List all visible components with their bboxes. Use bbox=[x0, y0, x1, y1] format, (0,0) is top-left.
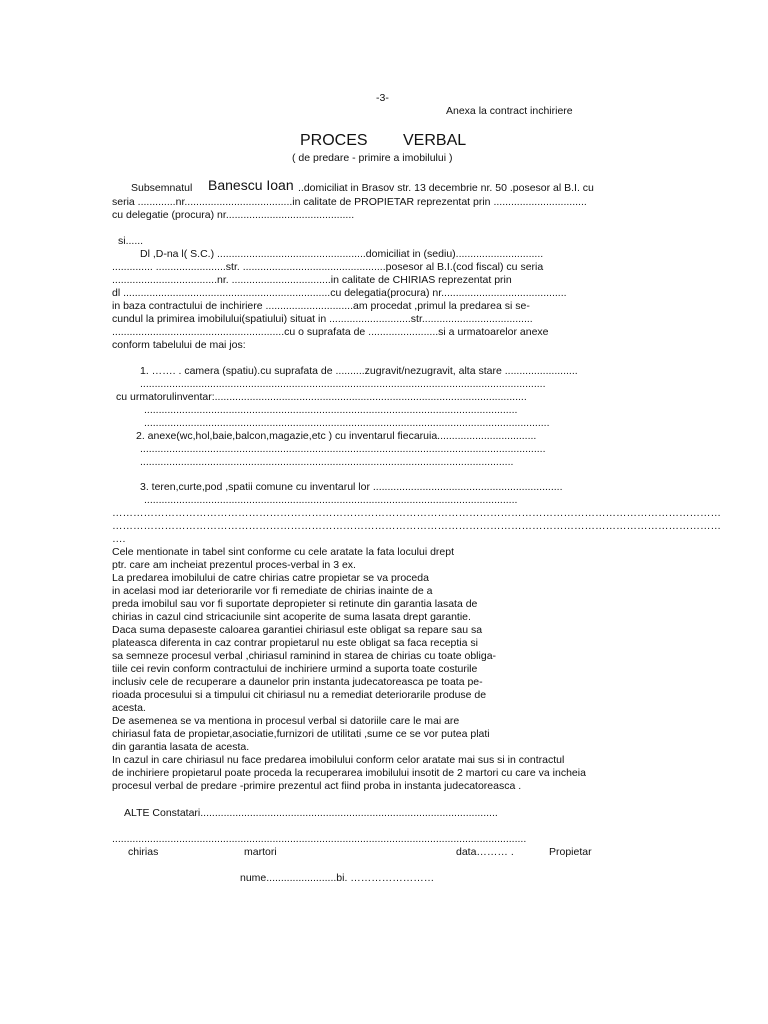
intro-line-2: seria .............nr.....................................in calitate de PROPIETAR reprezentat prin ................................ bbox=[112, 196, 587, 208]
body-line: sa semneze procesul verbal ,chiriasul raminind in starea de chirias cu toate obliga- bbox=[112, 650, 497, 662]
item-2-dots-2: ................................................................................................................................ bbox=[140, 456, 514, 468]
intro-line-3: cu delegatie (procura) nr............................................ bbox=[112, 209, 355, 221]
body-line: preda imobilul sau vor fi suportate depropieter si retinute din garantia lasata de bbox=[112, 598, 478, 610]
party-line-3: ....................................nr. ..................................in calitate de CHIRIAS reprezentat prin bbox=[112, 274, 512, 286]
item-3-dots: ................................................................................................................................ bbox=[144, 494, 518, 506]
body-line: plateasca diferenta in caz contrar propietarul nu este obligat sa faca receptia si bbox=[112, 637, 478, 649]
party-line-8: conform tabelului de mai jos: bbox=[112, 339, 246, 351]
body-line: De asemenea se va mentiona in procesul verbal si datoriile care le mai are bbox=[112, 715, 460, 727]
alte-dots: .............................................................................................................................................. bbox=[112, 833, 527, 845]
signature-data: data……… . bbox=[456, 846, 514, 858]
body-line: chirias in cazul cind stricaciunile sint acoperite de suma lasata drept garantie. bbox=[112, 611, 471, 623]
party-line-5: in baza contractului de inchiriere ..............................am procedat ,primul la predarea si se- bbox=[112, 300, 530, 312]
item-2: 2. anexe(wc,hol,baie,balcon,magazie,etc ) cu inventarul fiecaruia.................................. bbox=[136, 430, 537, 442]
item-1-dots: ........................................................................................................................................... bbox=[140, 378, 546, 390]
item-1: 1. ……. . camera (spatiu).cu suprafata de ..........zugravit/nezugravit, alta stare ......................... bbox=[140, 365, 578, 377]
body-line: tiile cei revin conform contractului de inchiriere urmind a suporta toate costurile bbox=[112, 663, 478, 675]
party-line-1: Dl ,D-na l( S.C.) ...................................................domiciliat in (sediu).............................. bbox=[140, 248, 544, 260]
intro-subsemnatul: Subsemnatul bbox=[131, 182, 193, 194]
title-subtitle: ( de predare - primire a imobilului ) bbox=[292, 152, 453, 164]
ellipsis-row-1: ………………………………………………………………………………………………………………………………………………………… bbox=[112, 507, 721, 519]
signature-propietar: Propietar bbox=[549, 846, 592, 858]
body-line: procesul verbal de predare -primire prezentul act fiind proba in instanta judecatoreasca . bbox=[112, 780, 522, 792]
alte-constatari: ALTE Constatari...................................................................................................... bbox=[124, 807, 498, 819]
body-line: acesta. bbox=[112, 702, 146, 714]
signature-chirias: chirias bbox=[128, 846, 159, 858]
body-line: ptr. care am incheiat prezentul proces-verbal in 3 ex. bbox=[112, 559, 356, 571]
ellipsis-row-3: …. bbox=[112, 533, 126, 545]
item-1-dots-3: ........................................................................................................................................... bbox=[144, 417, 550, 429]
signature-martori: martori bbox=[244, 846, 277, 858]
body-line: de inchiriere propietarul poate proceda la recuperarea imobilului insotit de 2 martori cu care va incheia bbox=[112, 767, 586, 779]
intro-rest: ..domiciliat in Brasov str. 13 decembrie nr. 50 .posesor al B.I. cu bbox=[298, 182, 594, 194]
title-verbal: VERBAL bbox=[403, 132, 467, 149]
item-3: 3. teren,curte,pod ,spatii comune cu inventarul lor ................................................................. bbox=[140, 481, 563, 493]
item-2-dots: ........................................................................................................................................... bbox=[140, 443, 546, 455]
party-line-6: cundul la primirea imobilului(spatiului) situat in ............................str...................................... bbox=[112, 313, 533, 325]
body-line: in acelasi mod iar deteriorarile vor fi remediate de chirias inainte de a bbox=[112, 585, 433, 597]
body-line: In cazul in care chiriasul nu face predarea imobilului conform celor aratate mai sus si in contractul bbox=[112, 754, 565, 766]
body-line: Daca suma depaseste caloarea garantiei chiriasul este obligat sa repare sau sa bbox=[112, 624, 483, 636]
body-line: chiriasul fata de propietar,asociatie,furnizori de utilitati ,sume ce se vor putea plati bbox=[112, 728, 490, 740]
ellipsis-row-2: ………………………………………………………………………………………………………………………………………………………… bbox=[112, 520, 721, 532]
party-line-7: ...........................................................cu o suprafata de ........................si a urmatoarelor anexe bbox=[112, 326, 549, 338]
owner-name: Banescu Ioan bbox=[208, 177, 294, 193]
title-proces: PROCES bbox=[300, 132, 368, 149]
body-line: rioada procesului si a timpului cit chiriasul nu a remediat deteriorarile produse de bbox=[112, 689, 487, 701]
party-line-2: .............. ........................str. .................................................posesor al B.I.(cod fiscal) cu seria bbox=[112, 261, 544, 273]
annex-label: Anexa la contract inchiriere bbox=[446, 105, 573, 117]
body-line: Cele mentionate in tabel sint conforme cu cele aratate la fata locului drept bbox=[112, 546, 455, 558]
body-line: La predarea imobilului de catre chirias catre propietar se va proceda bbox=[112, 572, 429, 584]
party-si: si...... bbox=[118, 235, 144, 247]
party-line-4: dl .......................................................................cu delegatia(procura) nr........................................... bbox=[112, 287, 567, 299]
body-line: din garantia lasata de acesta. bbox=[112, 741, 250, 753]
item-1-inventory: cu urmatorulinventar:........................................................................................................... bbox=[116, 391, 527, 403]
body-line: inclusiv cele de recuperare a daunelor prin instanta judecatoreasca pe toata pe- bbox=[112, 676, 483, 688]
item-1-dots-2: ................................................................................................................................ bbox=[144, 404, 518, 416]
page-number: -3- bbox=[376, 92, 389, 104]
signature-nume: nume........................bi. …………………… bbox=[240, 872, 435, 884]
